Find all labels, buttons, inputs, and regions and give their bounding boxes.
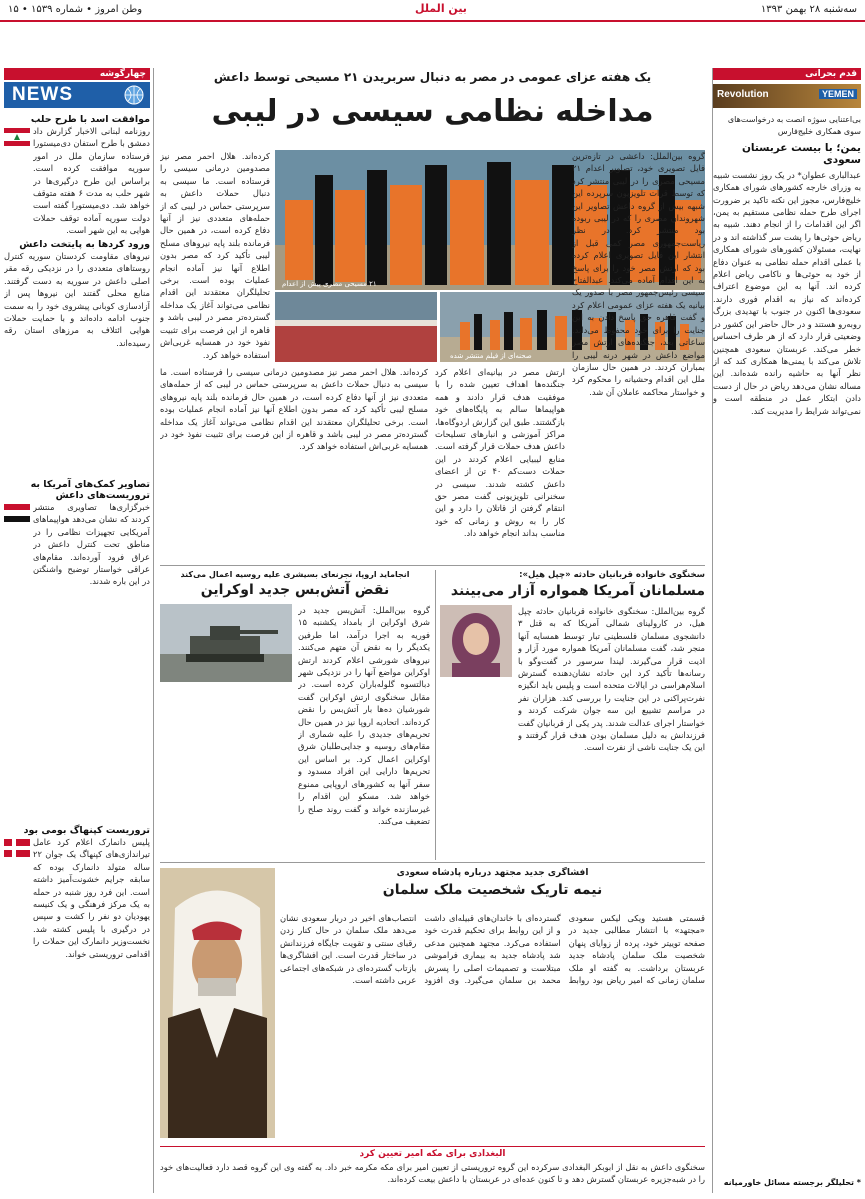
saudi-kicker: افشاگری جدید مجتهد درباره پادشاه سعودی <box>396 868 589 878</box>
left-item-title: ورود کردها به پایتخت داعش <box>19 239 150 250</box>
baghdadi-body: سخنگوی داعش به نقل از ابوبکر البغدادی سرکرده این گروه تروریستی از تعیین امیر برای مکه مکرمه خبر داد. به گفته وی این گروه قصد دارد فعالیت‌های خود را در شبه‌جزیره عربستان گسترش دهد و تا کنون عده‌ای در عربستان با داعش بیعت کرده‌اند. <box>160 1162 705 1185</box>
left-item-title: تصاویر کمک‌های آمریکا به تروریست‌های داعش <box>30 479 150 501</box>
main-col-left-top: کرده‌اند. هلال احمر مصر نیز مصدومین درمانی سیسی را فرستاده است. ما سیسی به دنبال حملات داعش به سرپرستی حماس در لیبی که از حمله‌های متعددی نیز از آنها دفاع کرده است، در همین حال فرمانده بلند پایه نیروهای مسلح لیبی تأکید کرد که مصر بدون اطلاع آنها نیز آماده انجام عملیات بوده است. برخی تحلیلگران معتقدند این اقدام نظامی می‌تواند آغاز یک مداخله گسترده‌تر مصر در لیبی باشد و قاهره از این فرصت برای تثبیت نفوذ خود در همسایه غربی‌اش استفاده خواهد کرد. <box>160 151 270 360</box>
paper-info: وطن امروز • شماره ۱۵۳۹ • ۱۵ <box>8 4 143 15</box>
chapel-hill-body: گروه بین‌الملل: سخنگوی خانواده قربانیان حادثه چپل هیل، در کارولینای شمالی آمریکا که به قتل ۳ دانشجوی مسلمان فلسطینی تبار توسط همسایه آنها منجر شد، گفت مسلمانان آمریکا همواره مورد آزار و اذیت قرار می‌گیرند. لیندا سرسور در گفت‌وگو با رسانه‌ها تأکید کرد این حادثه نشان‌دهنده گسترش اسلام‌هراسی در ایالات متحده است و پلیس باید انگیزه نفرت‌پراکنی در این جنایت را بررسی کند. هزاران نفر در مراسم تشییع این سه جوان شرکت کردند و خواستار اجرای عدالت شدند. پدر یکی از قربانیان گفت فرزندانش به دلیل مسلمان بودن هدف قرار گرفتند و این یک جنایت ناشی از نفرت است. <box>518 606 705 753</box>
ukraine-article <box>160 570 430 860</box>
saudi-headline-block <box>280 868 705 898</box>
left-item-3 <box>4 479 150 821</box>
spokesperson-photo <box>440 605 512 677</box>
ukraine-body: گروه بین‌الملل: آتش‌بس جدید در شرق اوکراین از بامداد یکشنبه ۱۵ فوریه به اجرا درآمد، اما طرفین یکدیگر را به نقض آن متهم می‌کنند. نیروهای شورشی اعلام کردند ارتش اوکراین مواضع آنها را در نزدیکی شهر دبالتسوه گلوله‌باران کرده است. در مقابل سخنگوی ارتش اوکراین گفت شورشیان ده‌ها بار آتش‌بس را نقض کرده‌اند. اتحادیه اروپا نیز در همین حال تحریم‌های جدیدی را علیه شماری از مقام‌های روسیه و جدایی‌طلبان شرق اوکراین اعمال کرد. بر اساس این تحریم‌ها دارایی این افراد مسدود و سفر آنها به کشورهای اروپایی ممنوع خواهد شد. مسکو این اقدام را غیرسازنده خواند و گفت روند صلح را تضعیف می‌کند. <box>298 605 430 826</box>
saudi-article <box>160 868 705 1193</box>
globe-icon <box>124 85 144 105</box>
saudi-title: نیمه تاریک شخصیت ملک سلمان <box>382 882 603 898</box>
chapel-hill-kicker: سخنگوی خانواده قربانیان حادثه «چپل هیل»: <box>519 570 705 580</box>
left-item-2 <box>4 239 150 475</box>
left-item-title: تروریست کپنهاگ بومی بود <box>23 825 150 836</box>
left-item-body: روزنامه لبنانی الاخبار گزارش داد دمشق با طرح استفان دی‌میستورا فرستاده سازمان ملل در امور سوریه موافقت کرده است. براساس این طرح درگیری‌ها در شهر حلب به مدت ۶ هفته متوقف خواهد شد. دی‌میستورا گفته است دولت سوریه آماده توقف حملات هوایی به این شهر است. <box>33 126 150 235</box>
right-column <box>713 68 861 1193</box>
right-section-tag: قدم بحرانی <box>713 68 861 80</box>
main-title: مداخله نظامی سیسی در لیبی <box>211 94 654 129</box>
photo-caption-2: صحنه‌ای از فیلم منتشر شده <box>450 352 532 360</box>
right-title: یمن؛ با بیست عربستان سعودی <box>741 141 861 166</box>
saudi-body: قسمتی هستید ویکی لیکس سعودی «مجتهد» با انتشار مطالبی جدید در صفحه توییتر خود، پرده از زوایای پنهان شخصیت ملک سلمان پادشاه جدید عربستان برداشت. به گفته او ملک سلمان زمانی که امیر ریاض بود روابط گسترده‌ای با خاندان‌های قبیله‌ای داشت و از این روابط برای تحکیم قدرت خود استفاده می‌کرد. مجتهد همچنین مدعی شد پادشاه جدید به بیماری فراموشی مبتلاست و تصمیمات اصلی را پسرش محمد بن سلمان می‌گیرد. وی افزود انتصاب‌های اخیر در دربار سعودی نشان می‌دهد ملک سلمان در حال کنار زدن رقبای سنتی و تقویت جایگاه فرزندانش در ساختار قدرت است. این افشاگری‌ها بازتاب گسترده‌ای در شبکه‌های اجتماعی عربی داشته است. <box>280 913 705 986</box>
issue-date: سه‌شنبه ۲۸ بهمن ۱۳۹۳ <box>760 4 857 15</box>
left-item-body: نیروهای مقاومت کردستان سوریه کنترل روستاهای متعددی را در نزدیکی رقه مقر اصلی داعش در سوریه به دست گرفتند. منابع محلی گفتند این نیروها پس از آزادسازی کوبانی پیشروی خود را به سمت جنوب ادامه داده‌اند و با حمایت حملات هوایی ائتلاف به مرزهای استان رقه رسیده‌اند. <box>4 251 150 348</box>
left-item-body: خبرگزاری‌ها تصاویری منتشر کردند که نشان می‌دهد هواپیماهای آمریکایی تجهیزات نظامی را در مناطق تحت کنترل داعش در عراق فرود آورده‌اند. مقام‌های عراقی خواستار توضیح واشنگتن در این باره شدند. <box>33 502 150 587</box>
bottom-divider <box>160 862 705 863</box>
mid-divider <box>435 570 436 860</box>
ukraine-kicker: انجاماید اروپا، نجرنعای بسیشری علیه روسیه اعمال می‌کند <box>180 570 410 579</box>
yemen-banner <box>713 84 861 108</box>
main-col-right: گروه بین‌الملل: داعشی در تازه‌ترین فایل تصویری خود، تصاویر اعدام ۲۱ مسیحی مصری را در لیبی منتشر کرد که توسط قرات تلویزیون سرپرده این شبهه بیش از گروه داعش تصاویر این شهروندان مصری را که در لیبی ربوده بود منتشر کرد. در نظر ریاست‌جمهوری مصر کمی قبل از انتشار این فایل تصویری اعلام کرده بود که ارتش مصر خود را برای پاسخ به این اقدام آماده می‌کند. عبدالفتاح سیسی رئیس‌جمهور مصر با صدور یک بیانیه یک هفته عزای عمومی اعلام کرد و گفت قاهره حق پاسخ دادن به این جنایت را برای خود محفوظ می‌داند. ساعاتی بعد، جنگنده‌های ارتش مصر مواضع داعش در شهر درنه لیبی را بمباران کردند. در همین حال سازمان ملل این اقدام وحشیانه را محکوم کرد و خواستار محاکمه عاملان آن شد. <box>572 151 705 397</box>
main-kicker: یک هفته عزای عمومی در مصر به دنبال سربریدن ۲۱ مسیحی توسط داعش <box>213 70 652 84</box>
left-column-divider <box>153 68 154 1193</box>
left-item-title: موافقت اسد با طرح حلب <box>30 114 150 125</box>
right-footer: * تحلیلگر برجسته مسائل خاورمیانه <box>723 1177 861 1187</box>
news-banner <box>4 82 150 108</box>
main-col-left-bottom: کرده‌اند. هلال احمر مصر نیز مصدومین درمانی سیسی را فرستاده است. ما سیسی به دنبال حملات داعش به سرپرستی حماس در لیبی که از حمله‌های متعددی نیز از آنها دفاع کرده است، در همین حال فرمانده بلند پایه نیروهای مسلح لیبی تأکید کرد که مصر بدون اطلاع آنها نیز آماده انجام عملیات بوده است. برخی تحلیلگران معتقدند این اقدام نظامی می‌تواند آغاز یک مداخله گسترده‌تر مصر در لیبی باشد و قاهره از این فرصت برای تثبیت نفوذ خود در همسایه غربی‌اش استفاده خواهد کرد. <box>160 367 428 452</box>
page-header <box>0 0 865 22</box>
right-body: عبدالباری عطوان* در یک روز نشست شبیه‌ به وزرای خارجه کشورهای شورای همکاری خلیج‌فارس، مجوز این نکته تاکید بر ضرورت اجرای طرح‌ حمله نظامی مستقیم به یمن، اگر این اقدامات را از انجام دهند. شبیه به ریاض حوثی‌ها را پشت سر گذاشته‌ اند و در نهایت، مسئولان کشورهای شورای همکاری با عملی اقدام حمله نظامی به عنوان دفاع از خود به حوثی‌ها و ناکامی ریاض اعلام کرده اند. آنها به این موضوع اعتراف کرده‌اند که نیاز به اقدام فوری دارند. سعودی‌ها اکنون در جنوب با تهدیدی بزرگ روبه‌رو هستند و در حال حاضر این کشور در وضعیتی قرار دارد که از هر طرف احساس خطر می‌کند. عربستان سعودی همچنین تلاش می‌کند با یمنی‌ها همکاری کند که از نظر آنها به حاشیه رانده شده‌اند. این مساله نشان می‌دهد ریاض در حال از دست دادن ابتکار عمل در منطقه است و نمی‌تواند شرایط را مدیریت کند. <box>713 169 861 416</box>
chapel-hill-title: مسلمانان آمریکا همواره آزار می‌بینند <box>450 583 705 599</box>
left-item-4 <box>4 825 150 1146</box>
ukraine-title: نقض آتش‌بس جدید اوکراین <box>200 582 390 598</box>
chapel-hill-article <box>440 570 705 860</box>
banner-right-text: YEMEN <box>819 89 857 99</box>
king-photo <box>160 868 275 1138</box>
baghdadi-title: البغدادی برای مکه امیر تعیین کرد <box>359 1149 506 1159</box>
right-column-divider <box>712 68 713 1193</box>
lebanon-flag-icon <box>4 128 30 146</box>
news-logo: NEWS <box>12 84 73 105</box>
photo-caption-1: ۲۱ مسیحی مصری پیش از اعدام <box>282 280 377 288</box>
main-col-mid: ارتش مصر در بیانیه‌ای اعلام کرد جنگنده‌ها اهداف تعیین شده را با موفقیت هدف قرار دادند و همه هواپیماها سالم به پایگاه‌های خود بازگشتند. طبق این گزارش اردوگاه‌ها، مراکز آموزشی و انبارهای تسلیحات داعش هدف حملات قرار گرفته است. منابع لیبیایی اعلام کردند در این حملات دست‌کم ۴۰ تن از اعضای داعش کشته شدند. سیسی در سخنرانی تلویزیونی گفت مصر حق انتقام گرفتن از قاتلان را دارد و این کار را به روش و زمانی که خود مناسب بداند انجام خواهد داد. <box>435 367 565 539</box>
left-column <box>4 68 150 1193</box>
banner-left-text: Revolution <box>717 89 769 100</box>
photo-sea <box>275 292 437 362</box>
main-article-divider <box>160 565 705 566</box>
left-item-body: پلیس دانمارک اعلام کرد عامل تیراندازی‌های کپنهاگ یک جوان ۲۲ ساله متولد دانمارک بوده که سابقه جرایم خشونت‌آمیز داشته است. این فرد روز شنبه در حمله به یک مرکز فرهنگی و یک کنیسه یهودیان دو نفر را کشت و سپس در درگیری با پلیس کشته شد. نخست‌وزیر دانمارک این حملات را اقدامی تروریستی خواند. <box>33 837 150 959</box>
tank-photo <box>160 604 292 682</box>
main-headline-block <box>160 70 705 150</box>
left-section-tag: چهارگوشه <box>4 68 150 80</box>
baghdadi-box <box>160 1146 705 1193</box>
section-logo: بین الملل <box>415 2 467 15</box>
left-item-1 <box>4 114 150 235</box>
right-kicker: بی‌اعتنایی سوژه انصت به درخواست‌های سوی همکاری خلیج‌فارس <box>727 115 861 137</box>
denmark-flag-icon <box>4 839 30 857</box>
iraq-flag-icon <box>4 504 30 522</box>
